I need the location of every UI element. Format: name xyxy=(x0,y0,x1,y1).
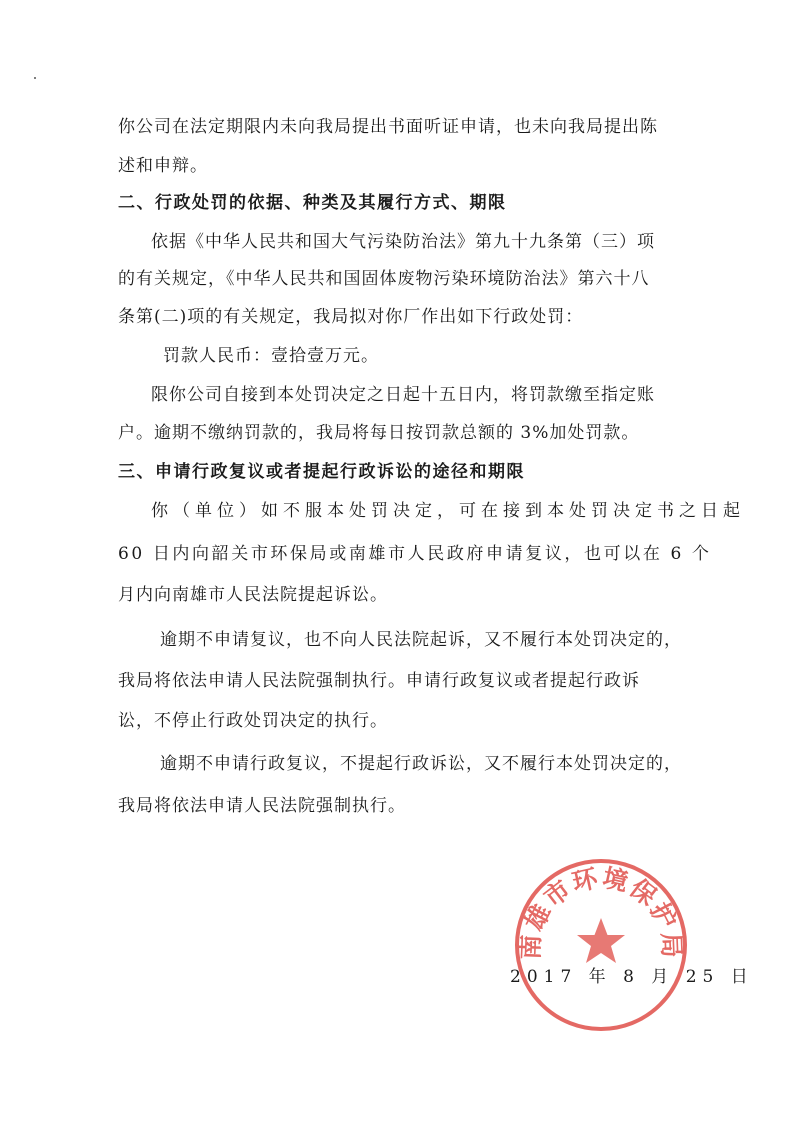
section-heading-2: 二、行政处罚的依据、种类及其履行方式、期限 xyxy=(118,193,507,213)
paragraph-line: 逾期不申请行政复议，不提起行政诉讼，又不履行本处罚决定的， xyxy=(160,754,682,774)
paragraph-line: 依据《中华人民共和国大气污染防治法》第九十九条第（三）项 xyxy=(151,232,655,252)
paragraph-line: 你（单位）如不服本处罚决定，可在接到本处罚决定书之日起 xyxy=(151,501,745,521)
paragraph-line: 限你公司自接到本处罚决定之日起十五日内，将罚款缴至指定账 xyxy=(151,385,655,405)
scan-speck xyxy=(34,77,36,79)
paragraph-line: 户。逾期不缴纳罚款的，我局将每日按罚款总额的 3%加处罚款。 xyxy=(118,423,640,443)
paragraph-line: 月内向南雄市人民法院提起诉讼。 xyxy=(118,585,388,605)
seal-star-icon xyxy=(577,918,625,963)
seal-text: 南雄市环境保护局 xyxy=(515,863,687,961)
paragraph-line: 逾期不申请复议，也不向人民法院起诉，又不履行本处罚决定的， xyxy=(160,630,682,650)
paragraph-line: 60 日内向韶关市环保局或南雄市人民政府申请复议，也可以在 6 个 xyxy=(118,544,712,564)
paragraph-line: 的有关规定，《中华人民共和国固体废物污染环境防治法》第六十八 xyxy=(118,269,650,289)
official-seal-stamp xyxy=(512,856,690,1034)
fine-line: 罚款人民币：壹拾壹万元。 xyxy=(163,346,379,366)
paragraph-line: 讼，不停止行政处罚决定的执行。 xyxy=(118,711,388,731)
paragraph-line: 你公司在法定期限内未向我局提出书面听证申请，也未向我局提出陈 xyxy=(118,117,658,137)
paragraph-line: 述和申辩。 xyxy=(118,156,208,176)
section-heading-3: 三、申请行政复议或者提起行政诉讼的途径和期限 xyxy=(118,462,525,482)
document-date: 2017 年 8 月 25 日 xyxy=(510,967,754,987)
paragraph-line: 条第(二)项的有关规定，我局拟对你厂作出如下行政处罚： xyxy=(118,307,584,327)
paragraph-line: 我局将依法申请人民法院强制执行。 xyxy=(118,796,406,816)
paragraph-line: 我局将依法申请人民法院强制执行。申请行政复议或者提起行政诉 xyxy=(118,671,640,691)
